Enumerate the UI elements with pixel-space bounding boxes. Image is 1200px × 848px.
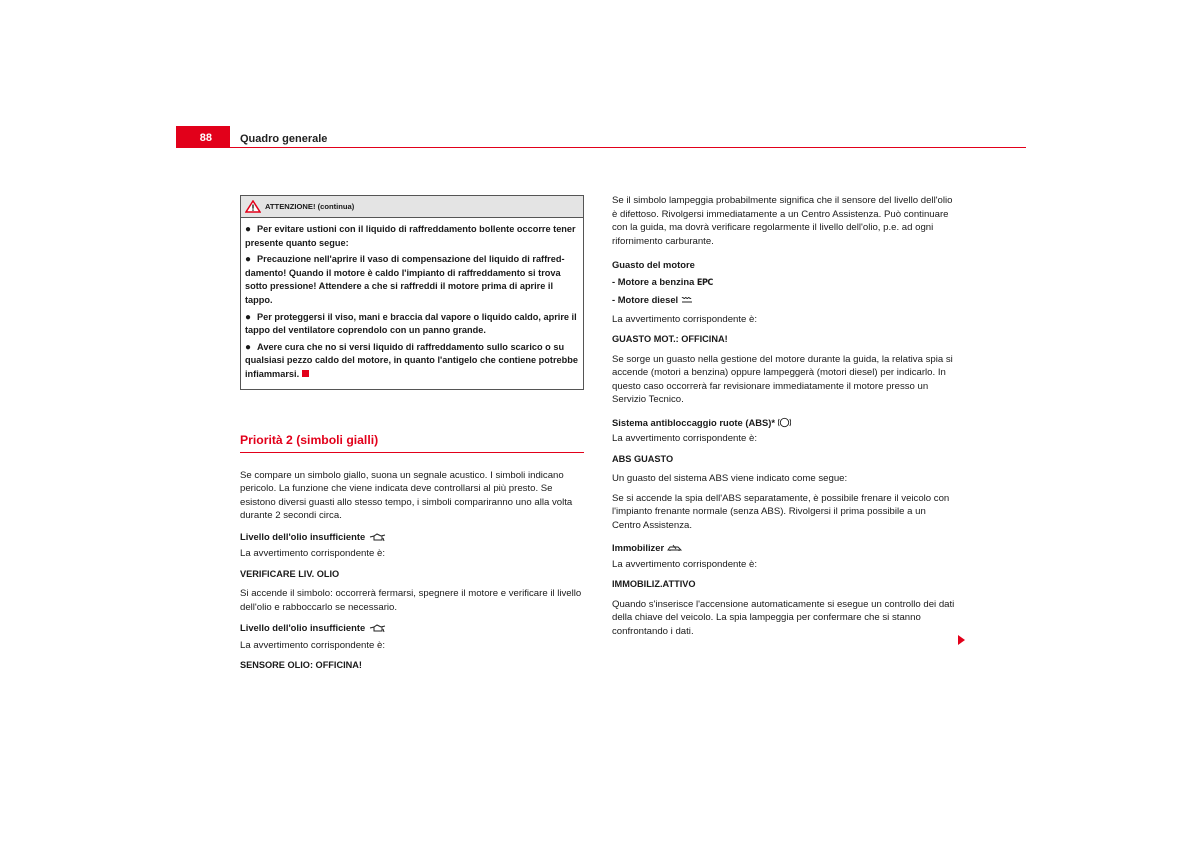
oil-sensor-heading-text: Livello dell'olio insufficiente — [240, 622, 366, 634]
epc-icon: EPC — [696, 277, 713, 288]
warning-triangle-icon — [245, 200, 261, 213]
oil-can-icon — [368, 623, 386, 633]
warning-item-text: Precauzione nell'aprire il vaso di compensazione del liquido di raffred-damento! Quando il motore è caldo l'impianto di raffreddamento si trova sotto pressione! Attendere a che si raffreddi il motore prima di aprire il tappo. — [245, 254, 565, 305]
engine-text: Se sorge un guasto nella gestione del motore durante la guida, la relativa spia si accende (motori a benzina) oppure lampeggerà (motori diesel) per indicarlo. In questo caso occorrerà far revisionare immediatamente il motore presso un Servizio Tecnico. — [612, 353, 953, 405]
abs-code: ABS GUASTO — [612, 453, 674, 464]
right-column — [612, 194, 956, 638]
warning-box — [240, 195, 584, 390]
oil-level-heading-text: Livello dell'olio insufficiente — [240, 530, 366, 542]
bullet-icon: ● — [245, 311, 252, 323]
warning-item — [245, 341, 579, 382]
warning-item-text: Per proteggersi il viso, mani e braccia dal vapore o liquido caldo, aprire il tappo del ventilatore coprendolo con un panno grande. — [245, 311, 577, 336]
abs-heading-text: Sistema antibloccaggio ruote (ABS)* — [612, 416, 776, 428]
warning-item-text: Per evitare ustioni con il liquido di raffreddamento bollente occorre tener presente quanto segue: — [245, 224, 576, 248]
page-number: 88 — [176, 126, 230, 148]
engine-petrol-line — [612, 275, 956, 291]
oil-sensor-text: Se il simbolo lampeggia probabilmente significa che il sensore del livello dell'olio è difettoso. Rivolgersi immediatamente a un Centro Assistenza. Può continuare con la guida, ma dovrà verificare regolarmente il livello dell'olio, p.e. ad ogni rifornimento carburante. — [612, 195, 953, 247]
oil-sensor-warning: La avvertimento corrispondente è: — [240, 639, 386, 651]
section-title: Priorità 2 (simboli gialli) — [240, 434, 584, 453]
warning-body — [241, 218, 583, 389]
warning-item — [245, 311, 579, 338]
oil-level-warning: La avvertimento corrispondente è: — [240, 548, 386, 560]
immobilizer-code: IMMOBILIZ.ATTIVO — [612, 579, 696, 589]
immobilizer-text: Quando s'inserisce l'accensione automaticamente si esegue un controllo dei dati della chiave del veicolo. La spia lampeggia per confermare che si stanno confrontando i dati. — [612, 598, 955, 637]
abs-text-1: Un guasto del sistema ABS viene indicato come segue: — [612, 473, 848, 484]
warning-item-text: Avere cura che no si versi liquido di raffreddamento sullo scarico o su qualsiasi pezzo caldo del motore, in quanto l'antigelo che contiene potrebbe infiammarsi. — [245, 341, 578, 379]
oil-level-heading — [240, 530, 584, 544]
engine-warning: La avvertimento corrispondente è: — [612, 313, 758, 325]
engine-petrol-text: - Motore a benzina — [612, 275, 695, 287]
warning-title: ATTENZIONE! (continua) — [265, 201, 355, 211]
bullet-icon: ● — [245, 254, 252, 266]
immobilizer-warning: La avvertimento corrispondente è: — [612, 558, 758, 570]
section-end-icon — [302, 370, 309, 377]
warning-item — [245, 253, 579, 307]
bullet-icon: ● — [245, 224, 252, 235]
immobilizer-heading — [612, 541, 956, 555]
immobilizer-heading-text: Immobilizer — [612, 542, 665, 553]
oil-sensor-heading — [240, 621, 584, 635]
warning-item — [245, 223, 579, 250]
car-key-icon — [667, 544, 683, 553]
engine-fault-heading: Guasto del motore — [612, 259, 695, 270]
oil-sensor-code: SENSORE OLIO: OFFICINA! — [240, 660, 362, 671]
abs-text-2: Se si accende la spia dell'ABS separatamente, è possibile frenare il veicolo con l'impianto frenante normale (senza ABS). Rivolgersi il prima possibile a un Centro Assistenza. — [612, 492, 950, 531]
continue-arrow-icon — [958, 635, 965, 645]
abs-icon — [778, 417, 791, 428]
bullet-icon: ● — [245, 341, 252, 353]
warning-header — [241, 196, 583, 218]
page-header-title: Quadro generale — [240, 133, 328, 145]
engine-diesel-line — [612, 293, 956, 307]
oil-level-code: VERIFICARE LIV. OLIO — [240, 568, 340, 579]
abs-warning: La avvertimento corrispondente è: — [612, 433, 758, 444]
oil-level-text: Si accende il simbolo: occorrerà fermarsi, spegnere il motore e verificare il livello dell'olio e rabboccarlo se necessario. — [240, 588, 582, 613]
abs-heading — [612, 416, 956, 430]
engine-diesel-text: - Motore diesel — [612, 294, 679, 305]
oil-can-icon — [368, 532, 386, 542]
left-column — [240, 195, 584, 673]
glow-plug-icon — [681, 296, 693, 305]
header-rule — [230, 147, 1026, 148]
engine-code: GUASTO MOT.: OFFICINA! — [612, 334, 728, 344]
intro-paragraph: Se compare un simbolo giallo, suona un segnale acustico. I simboli indicano pericolo. La funzione che viene indicata deve controllarsi al più presto. Se esistono diversi guasti allo stesso tempo, i simboli compariranno uno alla volta durante 2 secondi circa. — [240, 469, 573, 522]
